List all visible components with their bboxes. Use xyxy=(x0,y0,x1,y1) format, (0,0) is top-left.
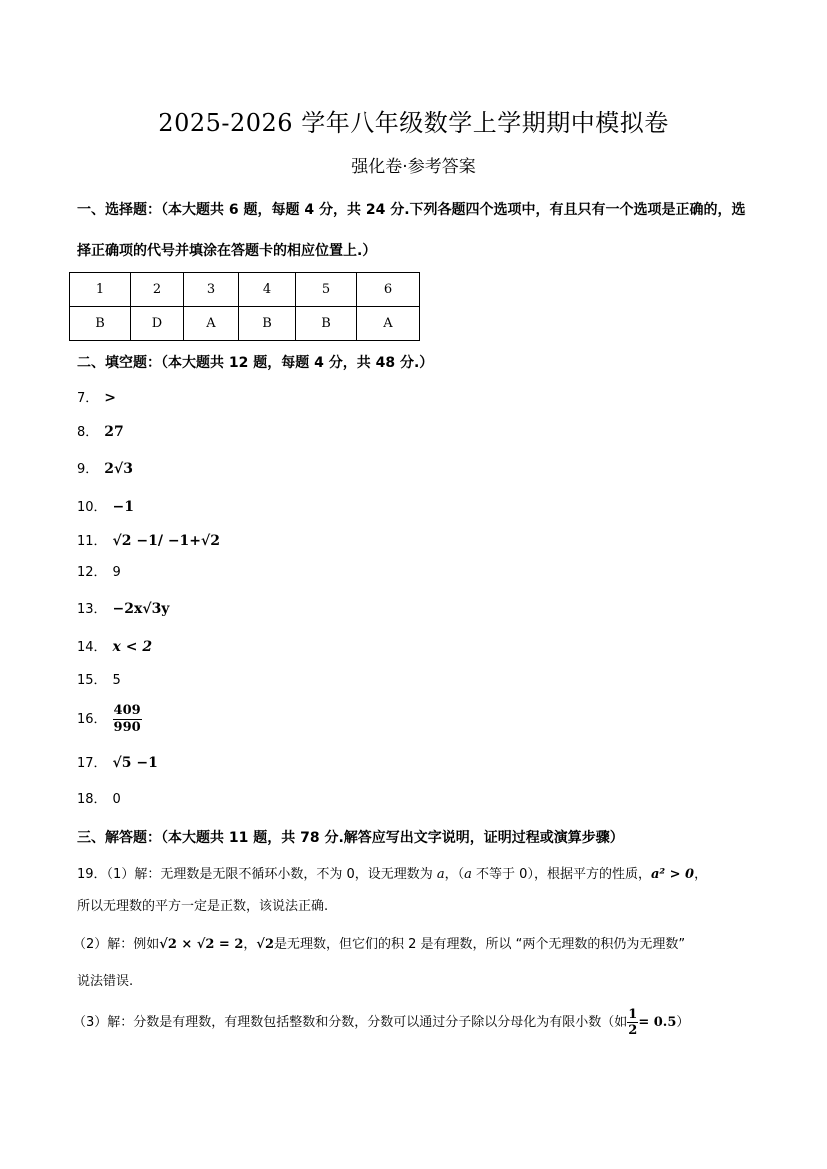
q19-text: ， xyxy=(243,937,257,952)
item-answer: 27 xyxy=(104,424,124,440)
item-number: 8． xyxy=(77,425,99,440)
table-cell: B xyxy=(296,307,357,341)
item-number: 12． xyxy=(77,565,107,580)
item-number: 9． xyxy=(77,462,99,477)
item-answer: 9 xyxy=(112,565,121,580)
math-inequality: a² > 0 xyxy=(650,867,695,882)
table-cell: A xyxy=(357,307,420,341)
page-subtitle: 强化卷·参考答案 xyxy=(351,157,476,177)
list-item xyxy=(77,701,142,739)
list-item xyxy=(77,671,121,691)
fraction xyxy=(113,703,142,736)
table-cell: B xyxy=(239,307,296,341)
q19-text: （3）解：分数是有理数，有理数包括整数和分数，分数可以通过分子除以分母化为有限小数（如 xyxy=(73,1015,628,1030)
section-3-heading: 三、解答题：（本大题共 11 题，共 78 分.解答应写出文字说明，证明过程或演算步骤） xyxy=(77,830,624,846)
list-item xyxy=(77,637,152,657)
table-cell: 3 xyxy=(184,273,239,307)
table-cell: 5 xyxy=(296,273,357,307)
item-answer: > xyxy=(104,390,117,406)
table-cell: D xyxy=(131,307,184,341)
math-expression: √2 × √2 = 2 xyxy=(159,937,244,952)
item-answer: √2 −1/ −1+√2 xyxy=(112,533,220,549)
math-expression: √2 xyxy=(256,937,275,952)
q19-text: 不等于 0），根据平方的性质， xyxy=(471,867,651,882)
item-answer: −2x√3y xyxy=(112,601,170,617)
list-item xyxy=(77,531,220,551)
table-cell: 1 xyxy=(70,273,131,307)
list-item xyxy=(77,422,124,442)
table-cell: 4 xyxy=(239,273,296,307)
fraction-denominator: 990 xyxy=(113,720,141,735)
item-number: 7． xyxy=(77,391,99,406)
q19-text: 19．（1）解：无理数是无限不循环小数，不为 0，设无理数为 xyxy=(77,867,437,882)
item-number: 13． xyxy=(77,602,107,617)
q19-text: ， xyxy=(694,867,708,882)
table-cell: 2 xyxy=(131,273,184,307)
variable-a: a xyxy=(436,867,445,882)
page-title: 2025-2026 学年八年级数学上学期期中模拟卷 xyxy=(158,109,669,137)
fraction xyxy=(627,1007,638,1038)
item-answer: 0 xyxy=(112,792,121,807)
item-number: 16． xyxy=(77,712,107,727)
item-answer: √5 −1 xyxy=(112,755,158,771)
q19-part2 xyxy=(73,935,753,955)
item-answer: 2√3 xyxy=(104,461,133,477)
q19-text: 是无理数，但它们的积 2 是有理数，所以 “两个无理数的积仍为无理数” xyxy=(274,937,686,952)
item-answer: −1 xyxy=(112,499,135,515)
table-cell: 6 xyxy=(357,273,420,307)
q19-part2-cont: 说法错误. xyxy=(77,974,134,989)
list-item xyxy=(77,388,116,408)
answer-table xyxy=(69,272,420,341)
item-number: 15． xyxy=(77,673,107,688)
list-item xyxy=(77,563,121,583)
item-number: 14． xyxy=(77,640,107,655)
item-number: 17． xyxy=(77,756,107,771)
q19-text: ，（ xyxy=(444,867,465,882)
q19-text: ） xyxy=(676,1015,690,1030)
section-1-heading-cont: 择正确项的代号并填涂在答题卡的相应位置上.） xyxy=(77,243,377,259)
fraction-numerator: 1 xyxy=(628,1007,638,1022)
list-item xyxy=(77,599,169,619)
section-2-heading: 二、填空题：（本大题共 12 题，每题 4 分，共 48 分.） xyxy=(77,355,434,371)
list-item xyxy=(77,459,133,479)
item-answer: 5 xyxy=(112,673,121,688)
table-cell: B xyxy=(70,307,131,341)
table-row xyxy=(70,273,420,307)
math-expression: = 0.5 xyxy=(638,1015,677,1030)
q19-part3 xyxy=(73,1005,773,1045)
item-answer: x < 2 xyxy=(112,639,153,655)
fraction-numerator: 409 xyxy=(113,703,141,718)
list-item xyxy=(77,753,158,773)
q19-part1 xyxy=(77,865,757,885)
item-number: 18． xyxy=(77,792,107,807)
table-cell: A xyxy=(184,307,239,341)
variable-a: a xyxy=(464,867,472,882)
table-row xyxy=(70,307,420,341)
item-number: 11． xyxy=(77,534,107,549)
q19-text: （2）解：例如 xyxy=(73,937,160,952)
q19-part1-cont: 所以无理数的平方一定是正数，该说法正确. xyxy=(77,899,329,914)
item-number: 10． xyxy=(77,500,107,515)
list-item xyxy=(77,497,134,517)
fraction-denominator: 2 xyxy=(628,1023,638,1038)
section-1-heading: 一、选择题：（本大题共 6 题，每题 4 分，共 24 分.下列各题四个选项中，有且只有一个选项是正确的，选 xyxy=(77,202,746,218)
list-item xyxy=(77,790,121,810)
